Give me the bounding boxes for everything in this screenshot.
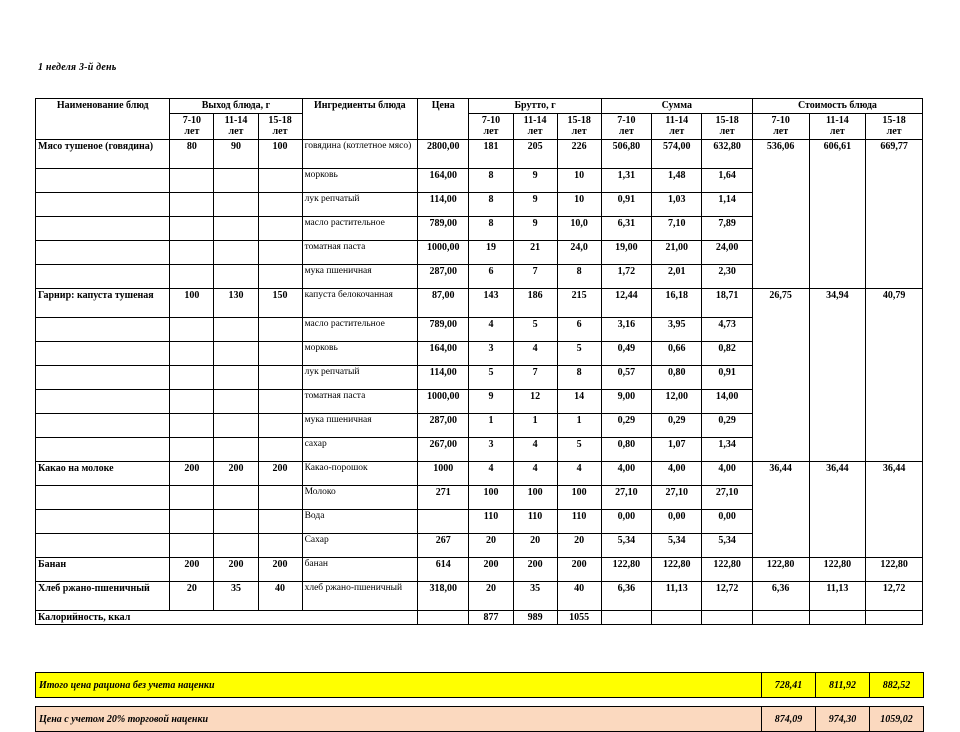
cell-ingredient: морковь bbox=[302, 168, 417, 192]
cell-price: 2800,00 bbox=[418, 139, 469, 168]
cell-yield-3 bbox=[258, 413, 302, 437]
cell-brutto-1: 3 bbox=[469, 437, 513, 461]
table-row bbox=[36, 581, 923, 610]
header-sum-age-2: 11-14 лет bbox=[652, 113, 702, 139]
cell-brutto-1: 20 bbox=[469, 533, 513, 557]
cell-sum-2: 1,48 bbox=[652, 168, 702, 192]
table-row bbox=[36, 461, 923, 485]
cell-ingredient: масло растительное bbox=[302, 216, 417, 240]
cell-yield-2 bbox=[214, 317, 258, 341]
header-brutto-age-2: 11-14 лет bbox=[513, 113, 557, 139]
total-value-with-markup-1: 874,09 bbox=[762, 707, 816, 732]
cell-cost-2: 122,80 bbox=[809, 557, 866, 581]
cell-yield-2: 200 bbox=[214, 461, 258, 485]
header-sum-age-3: 15-18 лет bbox=[702, 113, 752, 139]
cell-yield-2 bbox=[214, 389, 258, 413]
cell-sum-1: 0,57 bbox=[601, 365, 651, 389]
cell-dish-name bbox=[36, 389, 170, 413]
cell-yield-3 bbox=[258, 389, 302, 413]
cell-brutto-2: 205 bbox=[513, 139, 557, 168]
cell-cost-3: 122,80 bbox=[866, 557, 923, 581]
cell-brutto-1: 8 bbox=[469, 168, 513, 192]
cell-dish-name bbox=[36, 533, 170, 557]
cell-sum-2: 2,01 bbox=[652, 264, 702, 288]
cell-brutto-3: 10,0 bbox=[557, 216, 601, 240]
cell-brutto-1: 4 bbox=[469, 317, 513, 341]
cell-sum-2: 7,10 bbox=[652, 216, 702, 240]
cell-yield-2 bbox=[214, 192, 258, 216]
page-title: 1 неделя 3-й день bbox=[38, 62, 117, 73]
cell-sum-3: 0,00 bbox=[702, 509, 752, 533]
cell-cost-1: 36,44 bbox=[752, 461, 809, 557]
cell-price: 287,00 bbox=[418, 413, 469, 437]
cell-cost-2: 606,61 bbox=[809, 139, 866, 288]
cell-yield-3 bbox=[258, 240, 302, 264]
cell-cost-1: 536,06 bbox=[752, 139, 809, 288]
cell-brutto-1: 110 bbox=[469, 509, 513, 533]
cell-sum-2: 12,00 bbox=[652, 389, 702, 413]
cell-brutto-1: 8 bbox=[469, 216, 513, 240]
cell-sum-2: 1,07 bbox=[652, 437, 702, 461]
header-dish-name: Наименование блюд bbox=[36, 99, 170, 140]
calories-label: Калорийность, ккал bbox=[36, 610, 418, 625]
header-cost-age-2: 11-14 лет bbox=[809, 113, 866, 139]
cell-yield-2 bbox=[214, 240, 258, 264]
cell-yield-2: 35 bbox=[214, 581, 258, 610]
cell-sum-1: 506,80 bbox=[601, 139, 651, 168]
cell-brutto-1: 6 bbox=[469, 264, 513, 288]
cell-price bbox=[418, 509, 469, 533]
cell-brutto-1: 5 bbox=[469, 365, 513, 389]
header-sum-age-1: 7-10 лет bbox=[601, 113, 651, 139]
cell-yield-2 bbox=[214, 168, 258, 192]
cell-brutto-1: 100 bbox=[469, 485, 513, 509]
calories-blank-sum-2 bbox=[652, 610, 702, 625]
calories-value-3: 1055 bbox=[557, 610, 601, 625]
cell-yield-3: 100 bbox=[258, 139, 302, 168]
calories-value-1: 877 bbox=[469, 610, 513, 625]
cell-ingredient: Молоко bbox=[302, 485, 417, 509]
cell-yield-1: 200 bbox=[170, 557, 214, 581]
cell-yield-3 bbox=[258, 317, 302, 341]
cell-yield-1 bbox=[170, 240, 214, 264]
cell-yield-3 bbox=[258, 509, 302, 533]
cell-brutto-2: 20 bbox=[513, 533, 557, 557]
cell-sum-3: 0,91 bbox=[702, 365, 752, 389]
cell-brutto-3: 20 bbox=[557, 533, 601, 557]
cell-yield-1 bbox=[170, 437, 214, 461]
cell-yield-3 bbox=[258, 264, 302, 288]
cell-sum-3: 7,89 bbox=[702, 216, 752, 240]
cell-ingredient: банан bbox=[302, 557, 417, 581]
cell-brutto-2: 35 bbox=[513, 581, 557, 610]
cell-dish-name bbox=[36, 192, 170, 216]
cell-yield-2 bbox=[214, 533, 258, 557]
table-row bbox=[36, 288, 923, 317]
cell-sum-1: 0,00 bbox=[601, 509, 651, 533]
total-label-with-markup: Цена с учетом 20% торговой наценки bbox=[36, 707, 762, 732]
cell-ingredient: говядина (котлетное мясо) bbox=[302, 139, 417, 168]
header-cost-age-1: 7-10 лет bbox=[752, 113, 809, 139]
cell-sum-1: 9,00 bbox=[601, 389, 651, 413]
cell-sum-2: 21,00 bbox=[652, 240, 702, 264]
cell-sum-3: 4,73 bbox=[702, 317, 752, 341]
cell-sum-2: 16,18 bbox=[652, 288, 702, 317]
cell-sum-2: 0,00 bbox=[652, 509, 702, 533]
cell-yield-1: 20 bbox=[170, 581, 214, 610]
total-value-with-markup-3: 1059,02 bbox=[870, 707, 924, 732]
cell-cost-1: 26,75 bbox=[752, 288, 809, 461]
cell-price: 1000,00 bbox=[418, 389, 469, 413]
cell-sum-3: 12,72 bbox=[702, 581, 752, 610]
cell-brutto-3: 8 bbox=[557, 365, 601, 389]
cell-brutto-1: 9 bbox=[469, 389, 513, 413]
cell-brutto-3: 200 bbox=[557, 557, 601, 581]
cell-brutto-2: 4 bbox=[513, 341, 557, 365]
cell-dish-name: Хлеб ржано-пшеничный bbox=[36, 581, 170, 610]
cell-yield-3 bbox=[258, 216, 302, 240]
cell-dish-name bbox=[36, 485, 170, 509]
cell-yield-2: 200 bbox=[214, 557, 258, 581]
header-price: Цена bbox=[418, 99, 469, 140]
calories-blank-sum-3 bbox=[702, 610, 752, 625]
cell-brutto-2: 100 bbox=[513, 485, 557, 509]
cell-sum-3: 0,29 bbox=[702, 413, 752, 437]
cell-yield-1 bbox=[170, 413, 214, 437]
totals-gap-cell-2 bbox=[762, 698, 816, 707]
cell-sum-2: 27,10 bbox=[652, 485, 702, 509]
cell-yield-1 bbox=[170, 389, 214, 413]
cell-dish-name: Гарнир: капуста тушеная bbox=[36, 288, 170, 317]
cell-yield-3 bbox=[258, 533, 302, 557]
cell-sum-1: 0,80 bbox=[601, 437, 651, 461]
cell-yield-1 bbox=[170, 341, 214, 365]
cell-sum-2: 5,34 bbox=[652, 533, 702, 557]
cell-brutto-1: 200 bbox=[469, 557, 513, 581]
cell-brutto-2: 200 bbox=[513, 557, 557, 581]
cell-brutto-3: 24,0 bbox=[557, 240, 601, 264]
cell-brutto-3: 4 bbox=[557, 461, 601, 485]
cell-ingredient: Сахар bbox=[302, 533, 417, 557]
cell-brutto-3: 5 bbox=[557, 341, 601, 365]
cell-yield-3 bbox=[258, 192, 302, 216]
header-yield-age-1: 7-10 лет bbox=[170, 113, 214, 139]
header-brutto: Брутто, г bbox=[469, 99, 601, 114]
cell-yield-1 bbox=[170, 264, 214, 288]
cell-brutto-2: 186 bbox=[513, 288, 557, 317]
cell-brutto-1: 143 bbox=[469, 288, 513, 317]
cell-sum-3: 2,30 bbox=[702, 264, 752, 288]
cell-sum-1: 4,00 bbox=[601, 461, 651, 485]
cell-dish-name bbox=[36, 168, 170, 192]
cell-brutto-2: 21 bbox=[513, 240, 557, 264]
cell-price: 1000,00 bbox=[418, 240, 469, 264]
cell-yield-2 bbox=[214, 509, 258, 533]
calories-blank-cost-1 bbox=[752, 610, 809, 625]
cell-sum-3: 1,64 bbox=[702, 168, 752, 192]
cell-sum-1: 19,00 bbox=[601, 240, 651, 264]
cell-price: 267 bbox=[418, 533, 469, 557]
cell-sum-3: 122,80 bbox=[702, 557, 752, 581]
cell-price: 271 bbox=[418, 485, 469, 509]
cell-dish-name bbox=[36, 365, 170, 389]
cell-sum-2: 122,80 bbox=[652, 557, 702, 581]
cell-dish-name bbox=[36, 341, 170, 365]
cell-ingredient: масло растительное bbox=[302, 317, 417, 341]
table-row bbox=[36, 557, 923, 581]
cell-ingredient: томатная паста bbox=[302, 240, 417, 264]
cell-cost-3: 12,72 bbox=[866, 581, 923, 610]
cell-sum-3: 1,34 bbox=[702, 437, 752, 461]
cell-price: 87,00 bbox=[418, 288, 469, 317]
cell-cost-1: 122,80 bbox=[752, 557, 809, 581]
cell-yield-3: 40 bbox=[258, 581, 302, 610]
cell-cost-3: 36,44 bbox=[866, 461, 923, 557]
cell-sum-2: 0,29 bbox=[652, 413, 702, 437]
cell-sum-2: 11,13 bbox=[652, 581, 702, 610]
cell-sum-2: 1,03 bbox=[652, 192, 702, 216]
table-body bbox=[36, 139, 923, 625]
calories-row bbox=[36, 610, 923, 625]
cell-ingredient: морковь bbox=[302, 341, 417, 365]
cell-brutto-1: 20 bbox=[469, 581, 513, 610]
cell-dish-name bbox=[36, 264, 170, 288]
cell-ingredient: сахар bbox=[302, 437, 417, 461]
total-value-without-markup-2: 811,92 bbox=[816, 673, 870, 698]
cell-sum-3: 27,10 bbox=[702, 485, 752, 509]
cell-dish-name bbox=[36, 240, 170, 264]
cell-brutto-1: 4 bbox=[469, 461, 513, 485]
cell-sum-2: 0,80 bbox=[652, 365, 702, 389]
totals-gap-cell-3 bbox=[816, 698, 870, 707]
calories-blank-sum-1 bbox=[601, 610, 651, 625]
table-row bbox=[36, 139, 923, 168]
cell-brutto-2: 5 bbox=[513, 317, 557, 341]
cell-sum-1: 6,31 bbox=[601, 216, 651, 240]
cell-cost-3: 40,79 bbox=[866, 288, 923, 461]
cell-sum-3: 24,00 bbox=[702, 240, 752, 264]
cell-sum-1: 27,10 bbox=[601, 485, 651, 509]
totals-gap-row bbox=[36, 698, 924, 707]
cell-sum-1: 0,49 bbox=[601, 341, 651, 365]
cell-yield-2 bbox=[214, 413, 258, 437]
cell-sum-1: 122,80 bbox=[601, 557, 651, 581]
cell-dish-name: Банан bbox=[36, 557, 170, 581]
cell-price: 114,00 bbox=[418, 192, 469, 216]
cell-yield-3 bbox=[258, 365, 302, 389]
cell-brutto-2: 9 bbox=[513, 168, 557, 192]
cell-dish-name bbox=[36, 317, 170, 341]
cell-sum-3: 1,14 bbox=[702, 192, 752, 216]
total-value-without-markup-1: 728,41 bbox=[762, 673, 816, 698]
cell-brutto-3: 5 bbox=[557, 437, 601, 461]
totals-table bbox=[35, 672, 924, 732]
totals-gap-cell-1 bbox=[36, 698, 762, 707]
cell-sum-3: 18,71 bbox=[702, 288, 752, 317]
cell-ingredient: томатная паста bbox=[302, 389, 417, 413]
cell-yield-2 bbox=[214, 365, 258, 389]
cell-brutto-2: 4 bbox=[513, 437, 557, 461]
cell-price: 1000 bbox=[418, 461, 469, 485]
cell-yield-2 bbox=[214, 437, 258, 461]
cell-price: 267,00 bbox=[418, 437, 469, 461]
table-header-row-1 bbox=[36, 99, 923, 114]
calories-spacer bbox=[418, 610, 469, 625]
cell-yield-3: 150 bbox=[258, 288, 302, 317]
cell-price: 164,00 bbox=[418, 341, 469, 365]
cell-sum-1: 0,91 bbox=[601, 192, 651, 216]
cell-ingredient: капуста белокочанная bbox=[302, 288, 417, 317]
cell-brutto-3: 215 bbox=[557, 288, 601, 317]
cell-cost-3: 669,77 bbox=[866, 139, 923, 288]
cell-price: 789,00 bbox=[418, 317, 469, 341]
cell-sum-1: 6,36 bbox=[601, 581, 651, 610]
cell-ingredient: мука пшеничная bbox=[302, 264, 417, 288]
cell-yield-1: 200 bbox=[170, 461, 214, 485]
header-cost: Стоимость блюда bbox=[752, 99, 922, 114]
cell-ingredient: Какао-порошок bbox=[302, 461, 417, 485]
cell-brutto-3: 10 bbox=[557, 168, 601, 192]
cell-yield-3 bbox=[258, 437, 302, 461]
total-row-with-markup bbox=[36, 707, 924, 732]
cell-brutto-2: 7 bbox=[513, 365, 557, 389]
cell-brutto-1: 1 bbox=[469, 413, 513, 437]
cell-yield-1 bbox=[170, 485, 214, 509]
cell-sum-1: 3,16 bbox=[601, 317, 651, 341]
cell-brutto-2: 9 bbox=[513, 192, 557, 216]
cell-brutto-1: 3 bbox=[469, 341, 513, 365]
cell-dish-name: Мясо тушеное (говядина) bbox=[36, 139, 170, 168]
cell-dish-name bbox=[36, 216, 170, 240]
cell-yield-3 bbox=[258, 341, 302, 365]
cell-brutto-1: 19 bbox=[469, 240, 513, 264]
totals-gap-cell-4 bbox=[870, 698, 924, 707]
cell-dish-name bbox=[36, 437, 170, 461]
cell-sum-1: 5,34 bbox=[601, 533, 651, 557]
cell-ingredient: лук репчатый bbox=[302, 192, 417, 216]
cell-brutto-3: 40 bbox=[557, 581, 601, 610]
cell-ingredient: лук репчатый bbox=[302, 365, 417, 389]
cell-dish-name bbox=[36, 413, 170, 437]
total-value-with-markup-2: 974,30 bbox=[816, 707, 870, 732]
cell-sum-1: 1,72 bbox=[601, 264, 651, 288]
cell-dish-name: Какао на молоке bbox=[36, 461, 170, 485]
total-value-without-markup-3: 882,52 bbox=[870, 673, 924, 698]
calories-blank-cost-2 bbox=[809, 610, 866, 625]
cell-sum-3: 632,80 bbox=[702, 139, 752, 168]
cell-yield-2 bbox=[214, 216, 258, 240]
cell-brutto-2: 110 bbox=[513, 509, 557, 533]
cell-yield-2: 130 bbox=[214, 288, 258, 317]
header-cost-age-3: 15-18 лет bbox=[866, 113, 923, 139]
cell-yield-1: 100 bbox=[170, 288, 214, 317]
calories-blank-cost-3 bbox=[866, 610, 923, 625]
cell-brutto-3: 6 bbox=[557, 317, 601, 341]
cell-sum-1: 1,31 bbox=[601, 168, 651, 192]
header-sum: Сумма bbox=[601, 99, 752, 114]
cell-yield-1: 80 bbox=[170, 139, 214, 168]
cell-yield-1 bbox=[170, 168, 214, 192]
cell-yield-1 bbox=[170, 533, 214, 557]
cell-cost-2: 11,13 bbox=[809, 581, 866, 610]
cell-brutto-3: 10 bbox=[557, 192, 601, 216]
calories-value-2: 989 bbox=[513, 610, 557, 625]
header-yield-age-2: 11-14 лет bbox=[214, 113, 258, 139]
cell-cost-1: 6,36 bbox=[752, 581, 809, 610]
cell-ingredient: хлеб ржано-пшеничный bbox=[302, 581, 417, 610]
cell-brutto-2: 4 bbox=[513, 461, 557, 485]
cell-sum-2: 0,66 bbox=[652, 341, 702, 365]
cell-sum-3: 5,34 bbox=[702, 533, 752, 557]
cell-brutto-2: 12 bbox=[513, 389, 557, 413]
cell-sum-1: 0,29 bbox=[601, 413, 651, 437]
header-yield: Выход блюда, г bbox=[170, 99, 302, 114]
cell-price: 318,00 bbox=[418, 581, 469, 610]
cell-price: 164,00 bbox=[418, 168, 469, 192]
menu-cost-table bbox=[35, 98, 923, 625]
cell-brutto-3: 226 bbox=[557, 139, 601, 168]
cell-price: 287,00 bbox=[418, 264, 469, 288]
cell-price: 114,00 bbox=[418, 365, 469, 389]
cell-brutto-3: 8 bbox=[557, 264, 601, 288]
cell-sum-2: 574,00 bbox=[652, 139, 702, 168]
cell-yield-3 bbox=[258, 168, 302, 192]
cell-yield-2 bbox=[214, 485, 258, 509]
header-brutto-age-1: 7-10 лет bbox=[469, 113, 513, 139]
cell-yield-1 bbox=[170, 509, 214, 533]
cell-yield-3 bbox=[258, 485, 302, 509]
cell-brutto-3: 1 bbox=[557, 413, 601, 437]
cell-yield-1 bbox=[170, 365, 214, 389]
cell-yield-1 bbox=[170, 317, 214, 341]
header-yield-age-3: 15-18 лет bbox=[258, 113, 302, 139]
cell-brutto-1: 181 bbox=[469, 139, 513, 168]
header-brutto-age-3: 15-18 лет bbox=[557, 113, 601, 139]
cell-price: 614 bbox=[418, 557, 469, 581]
cell-sum-3: 14,00 bbox=[702, 389, 752, 413]
cell-sum-3: 4,00 bbox=[702, 461, 752, 485]
cell-cost-2: 34,94 bbox=[809, 288, 866, 461]
total-row-without-markup bbox=[36, 673, 924, 698]
cell-sum-2: 4,00 bbox=[652, 461, 702, 485]
cell-yield-1 bbox=[170, 216, 214, 240]
cell-yield-3: 200 bbox=[258, 557, 302, 581]
cell-yield-3: 200 bbox=[258, 461, 302, 485]
cell-cost-2: 36,44 bbox=[809, 461, 866, 557]
cell-ingredient: мука пшеничная bbox=[302, 413, 417, 437]
cell-ingredient: Вода bbox=[302, 509, 417, 533]
cell-yield-2 bbox=[214, 264, 258, 288]
cell-sum-1: 12,44 bbox=[601, 288, 651, 317]
cell-price: 789,00 bbox=[418, 216, 469, 240]
cell-yield-2 bbox=[214, 341, 258, 365]
cell-brutto-3: 100 bbox=[557, 485, 601, 509]
cell-brutto-2: 1 bbox=[513, 413, 557, 437]
header-ingredients: Ингредиенты блюда bbox=[302, 99, 417, 140]
cell-sum-3: 0,82 bbox=[702, 341, 752, 365]
cell-yield-1 bbox=[170, 192, 214, 216]
cell-brutto-2: 7 bbox=[513, 264, 557, 288]
cell-dish-name bbox=[36, 509, 170, 533]
cell-brutto-1: 8 bbox=[469, 192, 513, 216]
cell-yield-2: 90 bbox=[214, 139, 258, 168]
cell-brutto-2: 9 bbox=[513, 216, 557, 240]
total-label-without-markup: Итого цена рациона без учета наценки bbox=[36, 673, 762, 698]
cell-brutto-3: 110 bbox=[557, 509, 601, 533]
cell-brutto-3: 14 bbox=[557, 389, 601, 413]
cell-sum-2: 3,95 bbox=[652, 317, 702, 341]
